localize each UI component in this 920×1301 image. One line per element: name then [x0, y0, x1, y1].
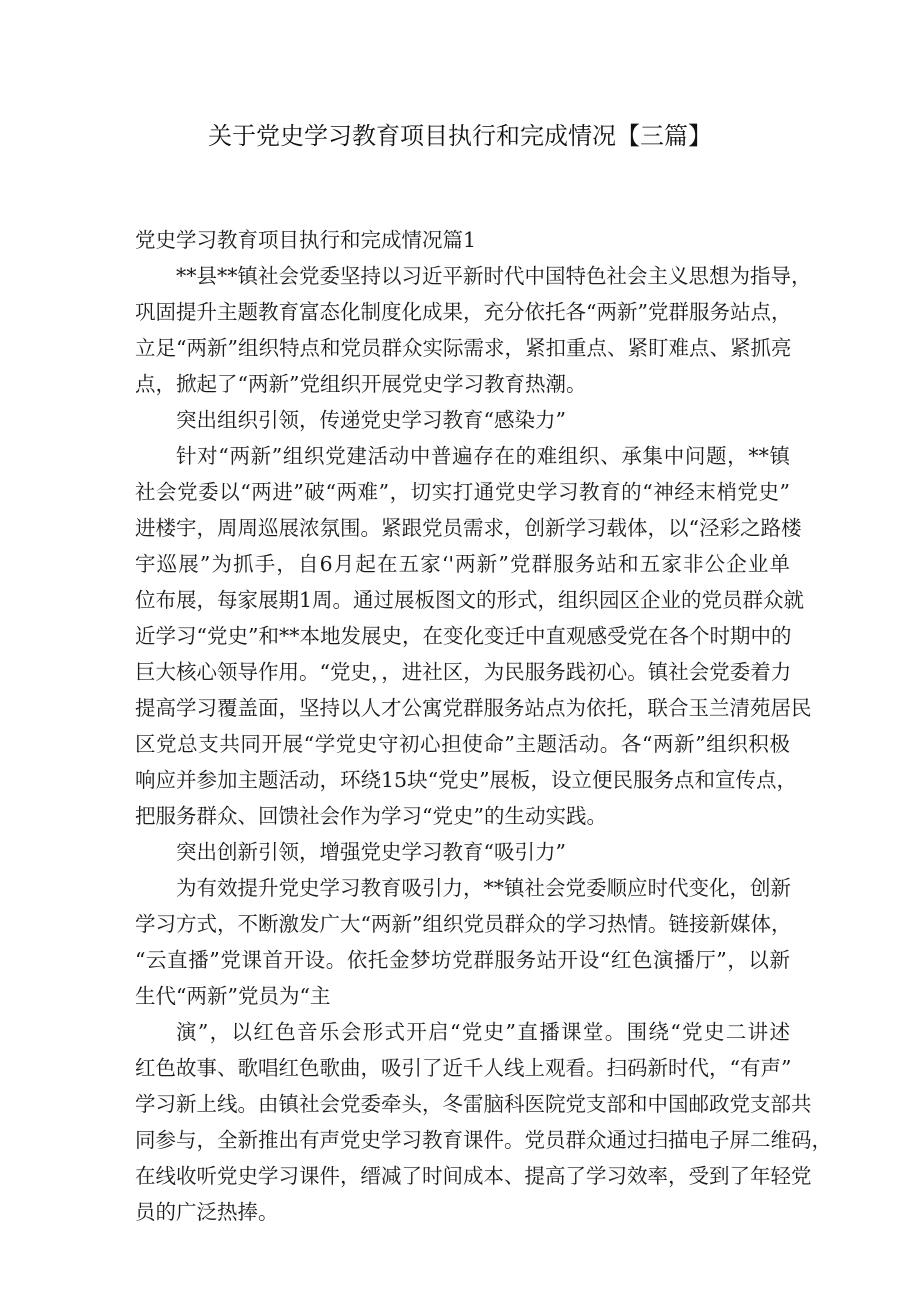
paragraph-line: 生代“两新”党员为“主: [135, 984, 331, 1008]
subheading: 突出创新引领，增强党史学习教育“吸引力”: [176, 840, 566, 864]
document-body: [135, 222, 832, 1230]
document-title: 关于党史学习教育项目执行和完成情况【三篇】: [208, 122, 712, 150]
paragraph-line: **县**镇社会党委坚持以习近平新时代中国特色社会主义思想为指导，: [176, 264, 812, 288]
paragraph-line: 在线收听党史学习课件，缙减了时间成本、提高了学习效率，受到了年轻党: [135, 1164, 812, 1188]
paragraph-line: 红色故事、歌唱红色歌曲，吸引了近千人线上观看。扫码新时代，“有声”: [135, 1056, 792, 1080]
paragraph-line: “云直播”党课首开设。依托金梦坊党群服务站开设“红色演播厅”，以新: [135, 948, 790, 972]
paragraph-line: 响应并参加主题活动，环绕15块“党史”展板，设立便民服务点和宣传点，: [135, 768, 798, 792]
paragraph-line: 巩固提升主题教育富态化制度化成果，充分依托各“两新”党群服务站点，: [135, 300, 792, 324]
paragraph-line: 位布展，每家展期1周。通过展板图文的形式，组织园区企业的党员群众就: [135, 588, 805, 612]
paragraph-line: 点，掀起了“两新”党组织开展党史学习教育热潮。: [135, 372, 587, 396]
paragraph-line: 巨大核心领导作用。“党史，，进社区，为民服务践初心。镇社会党委着力: [135, 660, 792, 684]
paragraph-line: 学习方式，不断激发广大“两新”组织党员群众的学习热情。链接新媒体，: [135, 912, 792, 936]
section-heading: 党史学习教育项目执行和完成情况篇1: [135, 228, 477, 252]
paragraph-line: 立足“两新”组织特点和党员群众实际需求，紧扣重点、紧盯难点、紧抓亮: [135, 336, 792, 360]
paragraph-line: 社会党委以“两进”破“两难”，切实打通党史学习教育的“神经末梢党史”: [135, 480, 790, 504]
paragraph-line: 宇巡展”为抓手，自6月起在五家‘'两新”党群服务站和五家非公企业单: [135, 552, 790, 576]
paragraph-line: 员的广泛热捧。: [135, 1200, 279, 1224]
paragraph-line: 演”，以红色音乐会形式开启“党史”直播课堂。围绕“党史二讲述: [176, 1020, 790, 1044]
paragraph-line: 把服务群众、回馈社会作为学习“党史”的生动实践。: [135, 804, 607, 828]
paragraph-line: 提高学习覆盖面，坚持以人才公寓党群服务站点为依托，联合玉兰清苑居民: [135, 696, 812, 720]
paragraph-line: 学习新上线。由镇社会党委牵头，冬雷脑科医院党支部和中国邮政党支部共: [135, 1092, 812, 1116]
paragraph-line: 进楼宇，周周巡展浓氛围。紧跟党员需求，创新学习载体，以“泾彩之路楼: [135, 516, 802, 540]
paragraph-line: 同参与，全新推出有声党史学习教育课件。党员群众通过扫描电子屏二维码，: [135, 1128, 832, 1152]
subheading: 突出组织引领，传递党史学习教育“感染力”: [176, 408, 566, 432]
paragraph-line: 近学习“党史”和**本地发展史，在变化变迁中直观感受党在各个时期中的: [135, 624, 792, 648]
paragraph-line: 区党总支共同开展“学党史守初心担使命”主题活动。各“两新”组织积极: [135, 732, 790, 756]
paragraph-line: 为有效提升党史学习教育吸引力，**镇社会党委顺应时代变化，创新: [176, 876, 791, 900]
paragraph-line: 针对“两新”组织党建活动中普遍存在的难组织、承集中问题，**镇: [176, 444, 790, 468]
